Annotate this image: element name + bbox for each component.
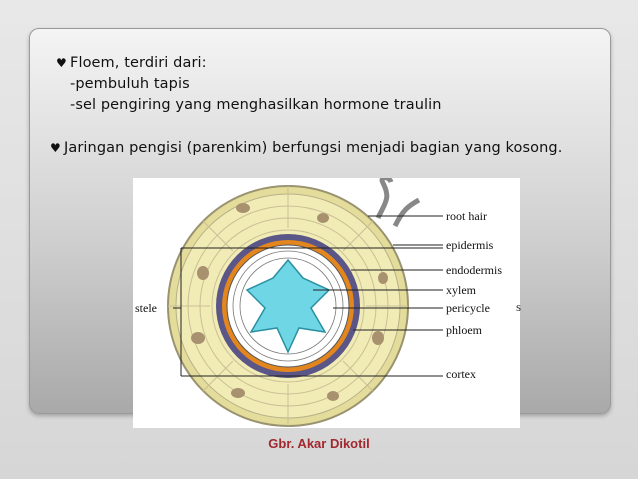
figure-caption: Gbr. Akar Dikotil <box>268 436 370 451</box>
bullet-jaringan <box>50 140 562 156</box>
root-diagram <box>133 178 520 428</box>
floem-item-2: -sel pengiring yang menghasilkan hormone traulin <box>70 97 442 113</box>
root-hair-shape <box>378 178 391 218</box>
bullet-floem <box>56 55 207 71</box>
label-phloem: phloem <box>446 323 482 337</box>
root-hair-shape <box>395 200 419 226</box>
label-stele: stele <box>135 301 157 315</box>
label-pericycle: pericycle <box>446 301 490 315</box>
heart-bullet-icon: ♥ <box>56 56 67 70</box>
stray-character: s <box>516 299 522 314</box>
heart-bullet-icon: ♥ <box>50 141 61 155</box>
floem-heading: Floem, terdiri dari: <box>70 55 207 71</box>
label-endodermis: endodermis <box>446 263 502 277</box>
floem-item-1: -pembuluh tapis <box>70 76 190 92</box>
label-epidermis: epidermis <box>446 238 494 252</box>
label-root-hair: root hair <box>446 209 487 223</box>
jaringan-text: Jaringan pengisi (parenkim) berfungsi menjadi bagian yang kosong. <box>64 140 563 156</box>
root-cross-section-figure <box>133 178 520 428</box>
label-xylem: xylem <box>446 283 476 297</box>
label-cortex: cortex <box>446 367 476 381</box>
